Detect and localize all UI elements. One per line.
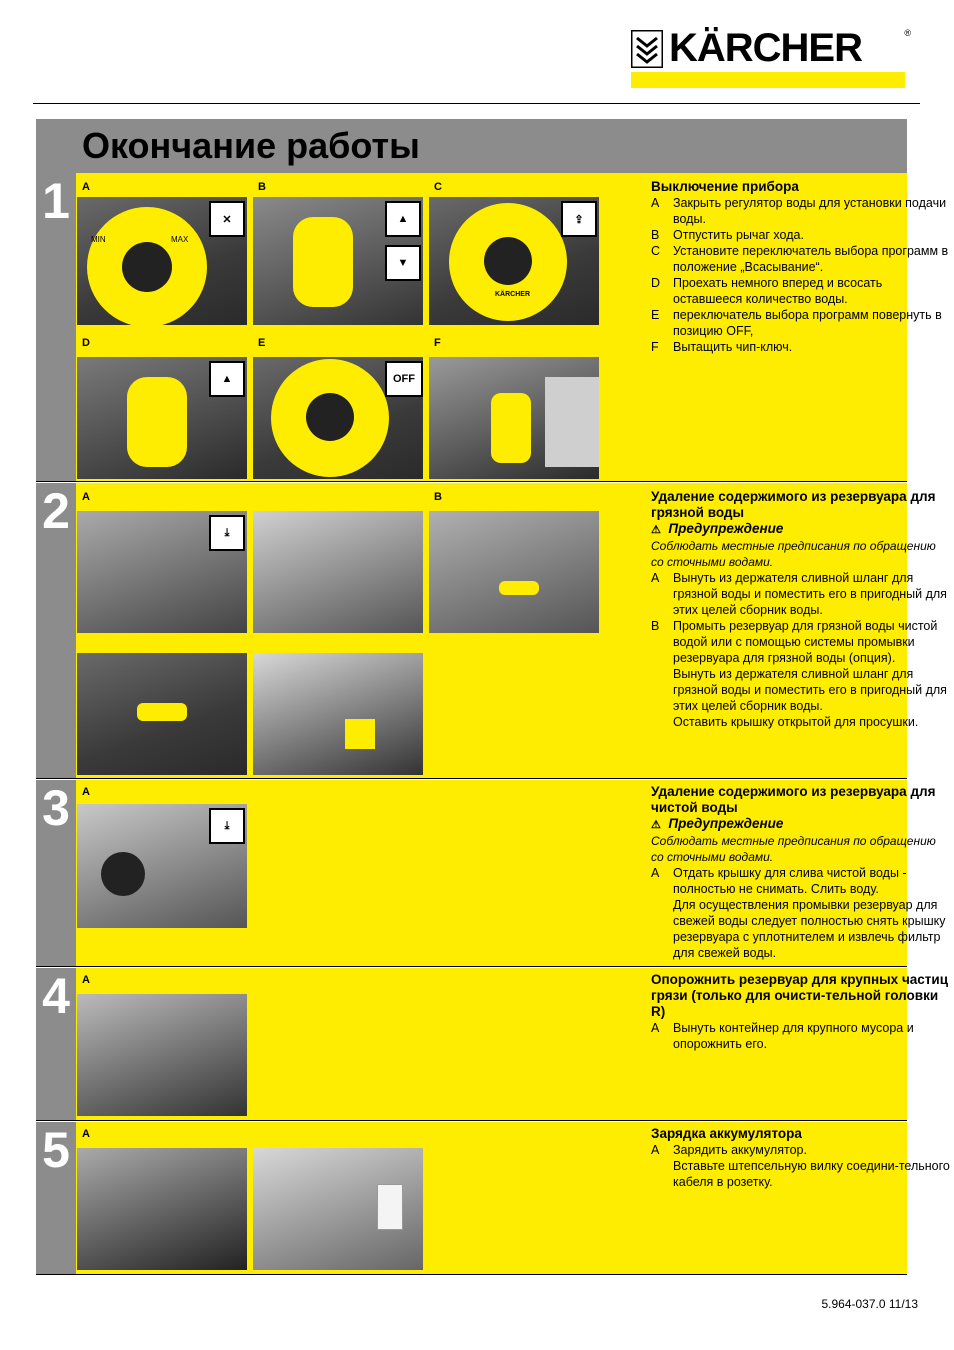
section-5-text (651, 1126, 951, 1190)
section-3 (36, 780, 946, 967)
warning-icon: ⚠ (651, 524, 661, 536)
photo-rinse-tank (429, 511, 599, 633)
section-body (76, 968, 949, 1120)
photo-label: A (82, 491, 90, 503)
step-continuation: Для осуществления промывки резервуар для свежей воды следует полностью снять крышку резервуара с уплотнителем и извлечь фильтр для свежей воды. (673, 898, 946, 960)
photo-label: E (258, 337, 266, 349)
drain-dirty-water-icon: ⤓ (209, 515, 245, 551)
photo-tank-lid-open (253, 653, 423, 775)
header-divider (33, 103, 920, 104)
section-number-panel (36, 483, 76, 778)
section-heading: Удаление содержимого из резервуара для чистой воды (651, 784, 936, 815)
suction-mode-icon: ⇪ (561, 201, 597, 237)
step-item: C Установите переключатель выбора программ в положение „Всасывание“. (651, 244, 949, 274)
photo-water-regulator (77, 197, 247, 325)
title-bar (36, 119, 907, 173)
section-number: 5 (42, 1122, 70, 1178)
step-continuation: Оставить крышку открытой для просушки. (673, 715, 919, 729)
photo-label: A (82, 181, 90, 193)
photo-label: B (434, 491, 442, 503)
step-item: A Отдать крышку для слива чистой воды - полностью не снимать. Слить воду. (651, 866, 907, 896)
section-heading: Опорожнить резервуар для крупных частиц грязи (только для очисти-тельной головки R) (651, 972, 949, 1019)
step-item: B Промыть резервуар для грязной воды чистой водой или с помощью системы промывки резервуара для грязной воды (опция). (651, 619, 938, 665)
photo-chip-key (429, 357, 599, 479)
step-item: A Зарядить аккумулятор. (651, 1143, 807, 1157)
drain-fresh-water-icon: ⤓ (209, 808, 245, 844)
brand-yellow-bar (631, 72, 905, 88)
step-item: A Вынуть из держателя сливной шланг для грязной воды и поместить его в пригодный для этих целей сборник воды. (651, 571, 947, 617)
photo-drive-forward (77, 357, 247, 479)
warning-title: ⚠ Предупреждение (651, 521, 784, 536)
photo-label: A (82, 974, 90, 986)
brand-name: KÄRCHER (669, 26, 862, 70)
section-1 (36, 173, 949, 482)
selector-brand: KÄRCHER (495, 291, 530, 298)
section-number: 1 (42, 173, 70, 229)
warning-title: ⚠ Предупреждение (651, 816, 784, 831)
photo-charging-cable (77, 1148, 247, 1270)
section-5 (36, 1122, 950, 1275)
photo-drive-lever (253, 197, 423, 325)
photo-program-selector-suction (429, 197, 599, 325)
page-title: Окончание работы (82, 125, 420, 166)
step-continuation: Вставьте штепсельную вилку соедини-тельного кабеля в розетку. (673, 1159, 950, 1189)
photo-plug-socket (253, 1148, 423, 1270)
photo-drain-into-floor (253, 511, 423, 633)
section-heading: Зарядка аккумулятора (651, 1126, 802, 1141)
section-number-panel (36, 1122, 76, 1274)
section-4 (36, 968, 949, 1121)
no-reverse-icon: ▼ (385, 245, 421, 281)
no-water-icon: ✕ (209, 201, 245, 237)
step-continuation: Вынуть из держателя сливной шланг для грязной воды и поместить его в пригодный для этих целей сборник воды. (673, 667, 947, 713)
section-number: 4 (42, 968, 70, 1024)
warning-icon: ⚠ (651, 819, 661, 831)
section-1-text (651, 179, 951, 355)
section-number-panel (36, 968, 76, 1120)
photo-program-selector-off (253, 357, 423, 479)
section-number: 3 (42, 780, 70, 836)
warning-text: Соблюдать местные предписания по обращению со сточными водами. (651, 539, 936, 569)
off-position-icon: OFF (385, 361, 423, 397)
section-2-text (651, 489, 951, 730)
forward-arrow-icon: ▲ (209, 361, 245, 397)
photo-drain-hose-holder (77, 511, 247, 633)
no-forward-icon: ▲ (385, 201, 421, 237)
step-item: E переключатель выбора программ повернуть в позицию OFF, (651, 308, 942, 338)
photo-label: B (258, 181, 266, 193)
max-label: MAX (171, 235, 189, 244)
step-item: A Вынуть контейнер для крупного мусора и опорожнить его. (651, 1021, 914, 1051)
min-label: MIN (91, 235, 106, 244)
photo-label: A (82, 786, 90, 798)
photo-label: D (82, 337, 90, 349)
step-item: D Проехать немного вперед и всосать оставшееся количество воды. (651, 276, 883, 306)
photo-label: C (434, 181, 442, 193)
section-body (76, 1122, 950, 1274)
photo-debris-container (77, 994, 247, 1116)
section-number-panel (36, 173, 76, 481)
karcher-emblem-icon (631, 30, 663, 68)
photo-fresh-water-drain-cap (77, 804, 247, 928)
section-number-panel (36, 780, 76, 966)
section-body (76, 780, 946, 966)
step-item: A Закрыть регулятор воды для установки подачи воды. (651, 196, 947, 226)
document-code: 5.964-037.0 11/13 (821, 1297, 918, 1311)
step-item: B Отпустить рычаг хода. (651, 228, 804, 242)
photo-label: F (434, 337, 441, 349)
section-3-text (651, 784, 951, 961)
section-4-text (651, 972, 951, 1052)
brand-logo (631, 26, 911, 90)
photo-label: A (82, 1128, 90, 1140)
warning-text: Соблюдать местные предписания по обращению со сточными водами. (651, 834, 936, 864)
section-body (76, 483, 947, 778)
section-2 (36, 483, 947, 779)
section-heading: Удаление содержимого из резервуара для грязной воды (651, 489, 936, 520)
registered-mark: ® (904, 28, 911, 38)
step-item: F Вытащить чип-ключ. (651, 340, 793, 354)
section-body (76, 173, 949, 481)
section-heading: Выключение прибора (651, 179, 799, 194)
photo-hose-holder-detail (77, 653, 247, 775)
section-number: 2 (42, 483, 70, 539)
